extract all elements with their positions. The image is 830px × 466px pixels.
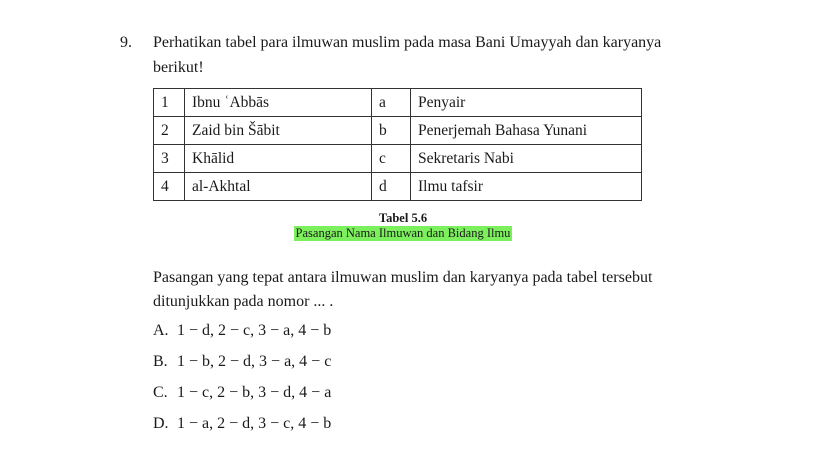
field-name: Sekretaris Nabi (411, 145, 642, 173)
scholar-name: Ibnu ʿAbbās (185, 89, 372, 117)
table-row (154, 173, 642, 201)
option-letter: A. (153, 322, 169, 339)
table-row (154, 89, 642, 117)
row-number: 1 (154, 89, 185, 117)
scholar-name: Khālid (185, 145, 372, 173)
field-name: Penerjemah Bahasa Yunani (411, 117, 642, 145)
field-letter: c (372, 145, 411, 173)
row-number: 2 (154, 117, 185, 145)
option-d[interactable] (153, 413, 331, 444)
table-row (154, 145, 642, 173)
row-number: 4 (154, 173, 185, 201)
option-b[interactable] (153, 351, 331, 382)
option-text: 1 − c, 2 − b, 3 − d, 4 − a (177, 384, 332, 401)
table-row (154, 117, 642, 145)
caption-title: Pasangan Nama Ilmuwan dan Bidang Ilmu (295, 226, 511, 240)
field-name: Penyair (411, 89, 642, 117)
option-letter: C. (153, 384, 168, 401)
scholar-name: al-Akhtal (185, 173, 372, 201)
option-letter: B. (153, 353, 168, 370)
field-letter: d (372, 173, 411, 201)
row-number: 3 (154, 145, 185, 173)
option-a[interactable] (153, 320, 331, 351)
option-letter: D. (153, 415, 169, 432)
question-text: Perhatikan tabel para ilmuwan muslim pada masa Bani Umayyah dan karyanya berikut! (153, 34, 662, 76)
field-letter: a (372, 89, 411, 117)
option-text: 1 − b, 2 − d, 3 − a, 4 − c (177, 353, 332, 370)
question-number: 9. (120, 34, 132, 51)
matching-table (153, 88, 642, 201)
field-name: Ilmu tafsir (411, 173, 642, 201)
question-prompt: Pasangan yang tepat antara ilmuwan muslim dan karyanya pada tabel tersebut ditunjukkan pada nomor ... . (153, 269, 653, 310)
scholar-name: Zaid bin Šābit (185, 117, 372, 145)
option-text: 1 − d, 2 − c, 3 − a, 4 − b (177, 322, 332, 339)
caption-label: Tabel 5.6 (378, 211, 428, 225)
option-text: 1 − a, 2 − d, 3 − c, 4 − b (177, 415, 332, 432)
field-letter: b (372, 117, 411, 145)
option-c[interactable] (153, 382, 331, 413)
answer-options (153, 320, 331, 444)
table-caption (153, 211, 653, 241)
